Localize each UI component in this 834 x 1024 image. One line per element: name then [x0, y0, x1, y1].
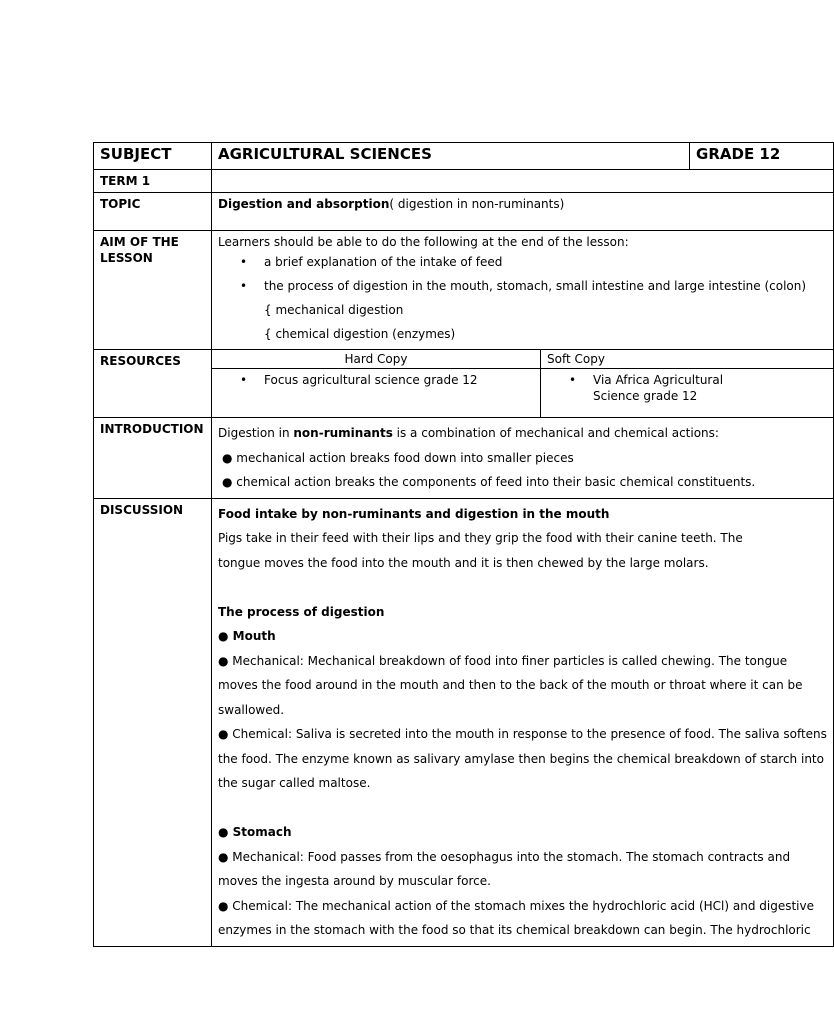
aim-bullet-list [218, 250, 827, 298]
aim-content [212, 231, 834, 350]
term-value [212, 170, 834, 193]
aim-label: AIM OF THE LESSON [94, 231, 212, 350]
resources-row [94, 350, 834, 369]
lesson-plan-table [93, 142, 834, 947]
discussion-text: ● Chemical: Saliva is secreted into the mouth in response to the presence of food. The saliva softens [218, 727, 827, 741]
subject-label: SUBJECT [94, 143, 212, 170]
introduction-point: ● chemical action breaks the components of feed into their basic chemical constituents. [222, 475, 756, 489]
soft-copy-cell [541, 369, 834, 418]
discussion-content [212, 498, 834, 946]
hard-copy-text: Focus agricultural science grade 12 [264, 373, 478, 387]
introduction-point: ● mechanical action breaks food down into smaller pieces [222, 450, 574, 465]
discussion-text: ● Chemical: The mechanical action of the stomach mixes the hydrochloric acid (HCl) and digestive [218, 898, 814, 913]
introduction-content [212, 418, 834, 499]
aim-bullet: • the process of digestion in the mouth, stomach, small intestine and large intestine (colon) [218, 274, 827, 298]
hard-copy-item [218, 372, 534, 388]
discussion-text: moves the food around in the mouth and then to the back of the mouth or throat where it can be [218, 678, 803, 692]
grade-label: GRADE 12 [690, 143, 834, 170]
introduction-label: INTRODUCTION [94, 418, 212, 499]
topic-value [212, 193, 834, 231]
discussion-text: the sugar called maltose. [218, 776, 371, 790]
subject-value: AGRICULTURAL SCIENCES [212, 143, 690, 170]
discussion-text: enzymes in the stomach with the food so that its chemical breakdown can begin. The hydrochloric [218, 923, 811, 937]
soft-copy-item [547, 372, 763, 404]
discussion-text: ● Mechanical: Mechanical breakdown of food into finer particles is called chewing. The tongue [218, 653, 788, 668]
intro-post: is a combination of mechanical and chemical actions: [392, 426, 719, 440]
resources-label: RESOURCES [94, 350, 212, 418]
discussion-text: swallowed. [218, 702, 285, 717]
blank-line [218, 796, 827, 821]
discussion-heading: The process of digestion [218, 604, 385, 619]
discussion-row [94, 498, 834, 946]
aim-sub-item: { chemical digestion (enzymes) [264, 327, 456, 341]
discussion-text: moves the ingesta around by muscular force. [218, 874, 491, 888]
bullet-icon: • [569, 373, 577, 387]
term-label: TERM 1 [94, 170, 212, 193]
soft-copy-header: Soft Copy [541, 350, 834, 369]
term-row [94, 170, 834, 193]
bullet-icon: • [240, 373, 248, 387]
topic-bold: Digestion and absorption [218, 197, 390, 211]
discussion-heading: Food intake by non-ruminants and digestion in the mouth [218, 506, 610, 521]
topic-label: TOPIC [94, 193, 212, 231]
mouth-heading: ● Mouth [218, 629, 276, 643]
intro-pre: Digestion in [218, 426, 294, 440]
stomach-heading: ● Stomach [218, 825, 292, 839]
discussion-text: tongue moves the food into the mouth and it is then chewed by the large molars. [218, 555, 709, 570]
header-row [94, 143, 834, 170]
discussion-text: the food. The enzyme known as salivary amylase then begins the chemical breakdown of starch into [218, 751, 824, 766]
blank-line [218, 575, 827, 600]
hard-copy-header: Hard Copy [212, 350, 541, 369]
aim-row [94, 231, 834, 350]
hard-copy-cell [212, 369, 541, 418]
discussion-text: ● Mechanical: Food passes from the oesophagus into the stomach. The stomach contracts and [218, 849, 791, 864]
aim-sub-item: { mechanical digestion [264, 303, 404, 317]
discussion-text: Pigs take in their feed with their lips and they grip the food with their canine teeth. The [218, 531, 743, 545]
intro-bold: non-ruminants [293, 426, 393, 440]
introduction-row [94, 418, 834, 499]
aim-intro: Learners should be able to do the following at the end of the lesson: [218, 235, 629, 249]
discussion-label: DISCUSSION [94, 498, 212, 946]
topic-row [94, 193, 834, 231]
topic-rest: ( digestion in non-ruminants) [389, 197, 565, 211]
aim-bullet: • a brief explanation of the intake of feed [218, 250, 827, 274]
soft-copy-text: Via Africa Agricultural Science grade 12 [593, 373, 724, 403]
introduction-lead [218, 421, 827, 446]
